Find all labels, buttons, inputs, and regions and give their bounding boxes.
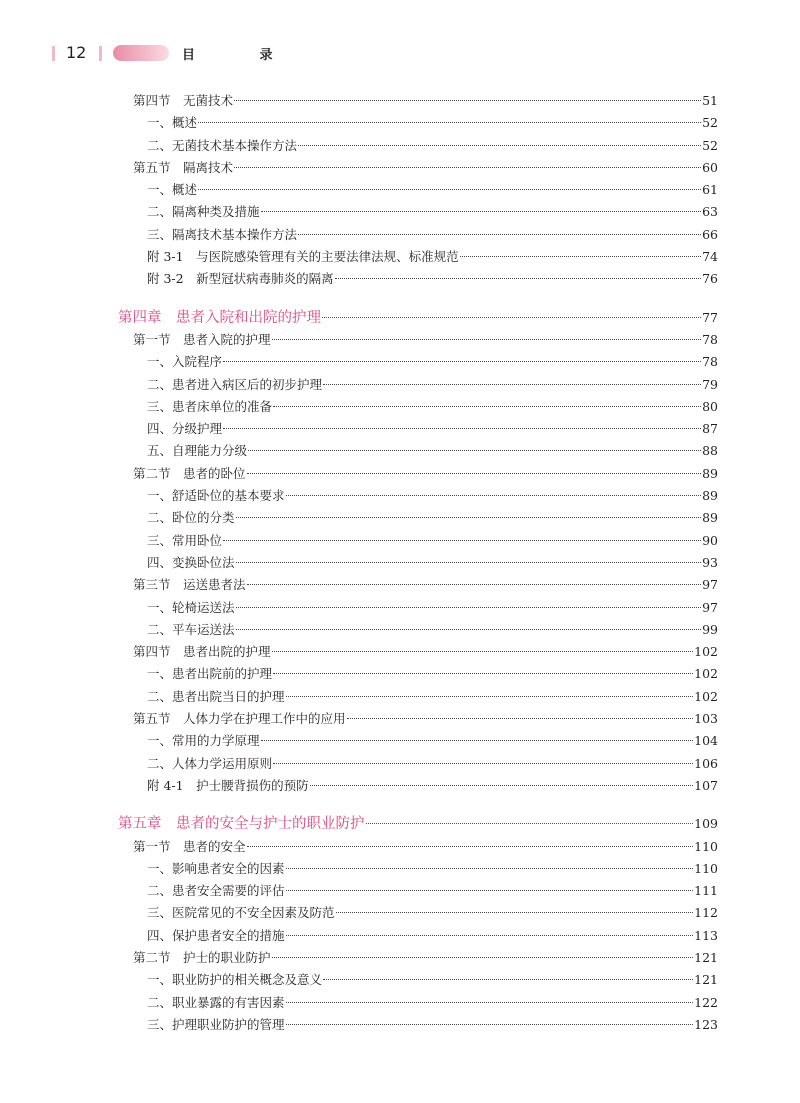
header-left-bar (52, 46, 55, 61)
toc-entry-label: 附 3-1 (147, 249, 184, 265)
toc-entry-label: 三、 (147, 398, 173, 414)
toc-entry-text: 护士的职业防护 (183, 949, 271, 965)
dot-leader (323, 384, 701, 385)
toc-entry-title (147, 858, 285, 880)
toc-item-entry[interactable] (0, 552, 718, 574)
toc-item-entry[interactable] (0, 396, 718, 418)
toc-page-number: 123 (694, 1016, 718, 1032)
toc-entry-text: 患者出院前的护理 (172, 666, 273, 682)
toc-entry-label: 三、 (147, 226, 173, 242)
toc-entry-text: 无菌技术基本操作方法 (172, 137, 298, 153)
toc-page-number: 93 (702, 554, 718, 570)
label-spacer (171, 332, 184, 347)
toc-section-entry[interactable] (0, 641, 718, 663)
toc-entry-label: 二、 (147, 204, 173, 220)
toc-entry-title (147, 440, 247, 462)
toc-item-entry[interactable] (0, 597, 718, 619)
dot-leader (273, 763, 693, 764)
toc-entry-title (147, 663, 272, 685)
toc-entry-title (147, 135, 297, 157)
dot-leader (322, 317, 701, 318)
toc-entry-label: 一、 (147, 182, 173, 198)
page-number: 12 (66, 43, 87, 62)
toc-item-entry[interactable] (0, 530, 718, 552)
toc-entry-title (118, 307, 321, 329)
toc-section-entry[interactable] (0, 90, 718, 112)
toc-entry-text: 患者出院的护理 (183, 644, 271, 660)
toc-entry-text: 患者进入病区后的初步护理 (172, 376, 323, 392)
toc-item-entry[interactable] (0, 730, 718, 752)
toc-entry-title (147, 396, 272, 418)
toc-entry-label: 第二节 (133, 949, 171, 965)
toc-entry-label: 二、 (147, 688, 173, 704)
toc-item-entry[interactable] (0, 351, 718, 373)
header-decoration-pill (113, 45, 169, 61)
toc-entry-title (147, 597, 235, 619)
toc-entry-text: 隔离技术基本操作方法 (172, 226, 298, 242)
dot-leader (286, 495, 702, 496)
dot-leader (223, 540, 701, 541)
dot-leader (236, 562, 702, 563)
toc-entry-title (147, 902, 335, 924)
toc-item-entry[interactable] (0, 992, 718, 1014)
dot-leader (335, 278, 701, 279)
dot-leader (286, 1024, 694, 1025)
dot-leader (198, 189, 701, 190)
dot-leader (460, 256, 701, 257)
toc-page-number: 110 (694, 838, 718, 854)
toc-entry-text: 隔离种类及措施 (172, 204, 260, 220)
toc-entry-title (147, 224, 297, 246)
dot-leader (223, 428, 701, 429)
page-header (0, 38, 800, 68)
toc-entry-text: 轮椅运送法 (172, 599, 235, 615)
toc-entry-label: 第二节 (133, 465, 171, 481)
dot-leader (272, 651, 694, 652)
toc-item-entry[interactable] (0, 969, 718, 991)
toc-item-entry[interactable] (0, 507, 718, 529)
toc-page-number: 97 (702, 599, 718, 615)
toc-entry-label: 四、 (147, 554, 173, 570)
toc-page-number: 79 (702, 376, 718, 392)
toc-entry-text: 运送患者法 (183, 577, 246, 593)
toc-entry-title (147, 992, 285, 1014)
label-spacer (171, 711, 184, 726)
toc-entry-title (133, 836, 246, 858)
toc-entry-label: 四、 (147, 927, 173, 943)
toc-page-number: 63 (702, 204, 718, 220)
dot-leader (272, 957, 694, 958)
toc-page-number: 90 (702, 532, 718, 548)
toc-entry-text: 概述 (172, 115, 198, 131)
toc-appendix-entry[interactable] (0, 246, 718, 268)
toc-item-entry[interactable] (0, 224, 718, 246)
toc-entry-text: 平车运送法 (172, 621, 235, 637)
toc-item-entry[interactable] (0, 619, 718, 641)
toc-entry-label: 一、 (147, 599, 173, 615)
toc-entry-text: 人体力学运用原则 (172, 755, 273, 771)
toc-entry-label: 一、 (147, 354, 173, 370)
toc-section-entry[interactable] (0, 463, 718, 485)
toc-entry-title (147, 351, 222, 373)
dot-leader (286, 890, 694, 891)
toc-page-number: 52 (702, 137, 718, 153)
dot-leader (236, 629, 702, 630)
toc-page-number: 78 (702, 354, 718, 370)
toc-entry-text: 患者的卧位 (183, 465, 246, 481)
toc-appendix-entry[interactable] (0, 268, 718, 290)
toc-entry-text: 患者的安全与护士的职业防护 (176, 816, 365, 833)
toc-appendix-entry[interactable] (0, 775, 718, 797)
toc-chapter-entry[interactable] (0, 307, 718, 329)
label-spacer (171, 93, 184, 108)
toc-section-entry[interactable] (0, 708, 718, 730)
toc-page-number: 113 (694, 927, 718, 943)
toc-entry-text: 影响患者安全的因素 (172, 860, 285, 876)
section-gap (0, 797, 800, 813)
dot-leader (198, 122, 701, 123)
toc-entry-title (133, 157, 233, 179)
toc-entry-label: 二、 (147, 376, 173, 392)
label-spacer (171, 644, 184, 659)
toc-page-number: 76 (702, 271, 718, 287)
dot-leader (286, 696, 694, 697)
toc-entry-title (147, 753, 272, 775)
toc-entry-title (147, 880, 285, 902)
toc-item-entry[interactable] (0, 418, 718, 440)
toc-entry-label: 一、 (147, 666, 173, 682)
toc-page-number: 89 (702, 488, 718, 504)
toc-entry-title (147, 268, 334, 290)
toc-entry-text: 无菌技术 (183, 93, 234, 108)
toc-item-entry[interactable] (0, 753, 718, 775)
label-spacer (162, 310, 177, 326)
toc-page-number: 107 (694, 777, 718, 793)
toc-entry-text: 患者安全需要的评估 (172, 883, 285, 899)
toc-entry-text: 分级护理 (172, 421, 223, 437)
dot-leader (273, 406, 701, 407)
dot-leader (286, 935, 694, 936)
toc-entry-text: 与医院感染管理有关的主要法律法规、标准规范 (196, 249, 459, 265)
toc-page-number: 109 (694, 816, 718, 832)
toc-page-number: 102 (694, 688, 718, 704)
toc-entry-text: 职业防护的相关概念及意义 (172, 972, 323, 988)
toc-item-entry[interactable] (0, 440, 718, 462)
toc-entry-title (147, 686, 285, 708)
toc-entry-text: 新型冠状病毒肺炎的隔离 (196, 271, 334, 287)
toc-item-entry[interactable] (0, 902, 718, 924)
toc-entry-label: 二、 (147, 510, 173, 526)
toc-item-entry[interactable] (0, 485, 718, 507)
toc-entry-title (133, 463, 246, 485)
toc-page-number: 52 (702, 115, 718, 131)
toc-entry-title (133, 574, 246, 596)
toc-entry-label: 第三节 (133, 577, 171, 593)
toc-page-number: 111 (694, 883, 718, 899)
toc-entry-label: 第四章 (118, 309, 162, 326)
toc-entry-text: 人体力学在护理工作中的应用 (183, 711, 346, 727)
toc-entry-label: 第一节 (133, 838, 171, 854)
toc-entry-title (147, 201, 260, 223)
dot-leader (323, 979, 693, 980)
toc-entry-title (147, 730, 260, 752)
toc-entry-label: 二、 (147, 137, 173, 153)
toc-page-number: 102 (694, 666, 718, 682)
toc-section-entry[interactable] (0, 157, 718, 179)
label-spacer (184, 778, 197, 793)
toc-entry-label: 第五章 (118, 816, 162, 833)
toc-entry-label: 二、 (147, 621, 173, 637)
dot-leader (336, 912, 694, 913)
toc-entry-text: 职业暴露的有害因素 (172, 994, 285, 1010)
toc-entry-label: 三、 (147, 905, 173, 921)
toc-entry-text: 舒适卧位的基本要求 (172, 488, 285, 504)
table-of-contents (0, 90, 800, 1036)
toc-entry-label: 附 4-1 (147, 777, 184, 793)
toc-entry-label: 第一节 (133, 331, 171, 347)
toc-item-entry[interactable] (0, 663, 718, 685)
dot-leader (261, 740, 694, 741)
dot-leader (247, 584, 702, 585)
dot-leader (247, 473, 702, 474)
toc-page-number: 104 (694, 733, 718, 749)
toc-page-number: 122 (694, 994, 718, 1010)
toc-entry-text: 护士腰背损伤的预防 (196, 777, 309, 793)
toc-entry-title (147, 112, 197, 134)
toc-entry-title (147, 418, 222, 440)
toc-page-number: 112 (694, 905, 718, 921)
toc-entry-title (133, 641, 271, 663)
toc-entry-label: 三、 (147, 532, 173, 548)
toc-item-entry[interactable] (0, 135, 718, 157)
toc-item-entry[interactable] (0, 925, 718, 947)
dot-leader (261, 211, 702, 212)
dot-leader (236, 517, 702, 518)
dot-leader (310, 785, 694, 786)
toc-entry-label: 一、 (147, 972, 173, 988)
toc-section-entry[interactable] (0, 329, 718, 351)
toc-entry-text: 患者入院和出院的护理 (176, 309, 321, 326)
header-title: 目 录 (182, 48, 303, 63)
toc-page-number: 121 (694, 972, 718, 988)
toc-entry-title (133, 947, 271, 969)
dot-leader (298, 145, 701, 146)
toc-page-number: 74 (702, 249, 718, 265)
toc-page-number: 110 (694, 860, 718, 876)
toc-entry-label: 一、 (147, 488, 173, 504)
toc-entry-label: 二、 (147, 755, 173, 771)
toc-entry-title (133, 708, 346, 730)
toc-page-number: 88 (702, 443, 718, 459)
toc-entry-title (133, 329, 271, 351)
toc-item-entry[interactable] (0, 1014, 718, 1036)
label-spacer (184, 249, 197, 264)
toc-entry-title (147, 374, 322, 396)
label-spacer (162, 816, 177, 832)
label-spacer (171, 950, 184, 965)
dot-leader (298, 234, 701, 235)
toc-entry-title (147, 969, 322, 991)
dot-leader (272, 339, 702, 340)
label-spacer (171, 839, 184, 854)
toc-item-entry[interactable] (0, 112, 718, 134)
toc-entry-text: 医院常见的不安全因素及防范 (172, 905, 335, 921)
toc-section-entry[interactable] (0, 836, 718, 858)
toc-entry-title (147, 552, 235, 574)
toc-entry-label: 一、 (147, 115, 173, 131)
toc-entry-title (133, 90, 233, 112)
toc-page-number: 103 (694, 711, 718, 727)
dot-leader (366, 823, 694, 824)
toc-entry-text: 患者出院当日的护理 (172, 688, 285, 704)
dot-leader (347, 718, 694, 719)
toc-entry-title (147, 507, 235, 529)
toc-entry-text: 常用卧位 (172, 532, 223, 548)
dot-leader (286, 1002, 694, 1003)
toc-page-number: 66 (702, 226, 718, 242)
toc-entry-text: 患者入院的护理 (183, 331, 271, 347)
toc-page-number: 97 (702, 577, 718, 593)
toc-entry-title (147, 179, 197, 201)
toc-entry-text: 隔离技术 (183, 159, 234, 175)
toc-entry-label: 五、 (147, 443, 173, 459)
toc-entry-text: 护理职业防护的管理 (172, 1016, 285, 1032)
toc-item-entry[interactable] (0, 201, 718, 223)
toc-page-number: 80 (702, 398, 718, 414)
dot-leader (236, 607, 702, 608)
toc-item-entry[interactable] (0, 858, 718, 880)
toc-entry-text: 入院程序 (172, 354, 223, 370)
toc-entry-label: 一、 (147, 860, 173, 876)
toc-page-number: 102 (694, 644, 718, 660)
dot-leader (247, 846, 694, 847)
toc-page-number: 61 (702, 182, 718, 198)
toc-item-entry[interactable] (0, 880, 718, 902)
toc-entry-label: 第四节 (133, 93, 171, 108)
toc-page-number: 78 (702, 331, 718, 347)
toc-entry-label: 三、 (147, 1016, 173, 1032)
dot-leader (273, 673, 693, 674)
toc-item-entry[interactable] (0, 686, 718, 708)
toc-chapter-entry[interactable] (0, 813, 718, 835)
toc-entry-label: 一、 (147, 733, 173, 749)
toc-entry-title (147, 246, 459, 268)
toc-entry-text: 概述 (172, 182, 198, 198)
toc-page-number: 51 (702, 93, 718, 108)
dot-leader (286, 868, 694, 869)
toc-page-number: 121 (694, 949, 718, 965)
toc-entry-label: 第四节 (133, 644, 171, 660)
toc-entry-text: 患者床单位的准备 (172, 398, 273, 414)
toc-page-number: 60 (702, 159, 718, 175)
toc-entry-label: 四、 (147, 421, 173, 437)
toc-page-number: 89 (702, 465, 718, 481)
label-spacer (171, 160, 184, 175)
toc-entry-text: 保护患者安全的措施 (172, 927, 285, 943)
label-spacer (184, 271, 197, 286)
dot-leader (234, 100, 701, 101)
toc-section-entry[interactable] (0, 947, 718, 969)
toc-entry-label: 第五节 (133, 159, 171, 175)
toc-item-entry[interactable] (0, 179, 718, 201)
toc-entry-title (147, 485, 285, 507)
toc-page-number: 99 (702, 621, 718, 637)
dot-leader (234, 167, 701, 168)
dot-leader (248, 450, 701, 451)
toc-entry-label: 二、 (147, 883, 173, 899)
header-divider-bar (99, 46, 102, 61)
toc-entry-title (147, 530, 222, 552)
toc-page-number: 106 (694, 755, 718, 771)
toc-entry-title (147, 925, 285, 947)
toc-entry-text: 变换卧位法 (172, 554, 235, 570)
toc-entry-label: 第五节 (133, 711, 171, 727)
dot-leader (223, 361, 701, 362)
toc-entry-label: 附 3-2 (147, 271, 184, 287)
toc-entry-title (147, 1014, 285, 1036)
label-spacer (171, 577, 184, 592)
toc-section-entry[interactable] (0, 574, 718, 596)
section-gap (0, 291, 800, 307)
toc-entry-title (147, 619, 235, 641)
toc-entry-text: 自理能力分级 (172, 443, 248, 459)
toc-entry-title (147, 775, 309, 797)
toc-entry-title (118, 813, 365, 835)
toc-entry-label: 二、 (147, 994, 173, 1010)
toc-item-entry[interactable] (0, 374, 718, 396)
toc-entry-text: 常用的力学原理 (172, 733, 260, 749)
toc-page-number: 87 (702, 421, 718, 437)
toc-page-number: 89 (702, 510, 718, 526)
label-spacer (171, 466, 184, 481)
toc-entry-text: 卧位的分类 (172, 510, 235, 526)
toc-page-number: 77 (702, 309, 718, 325)
toc-entry-text: 患者的安全 (183, 838, 246, 854)
